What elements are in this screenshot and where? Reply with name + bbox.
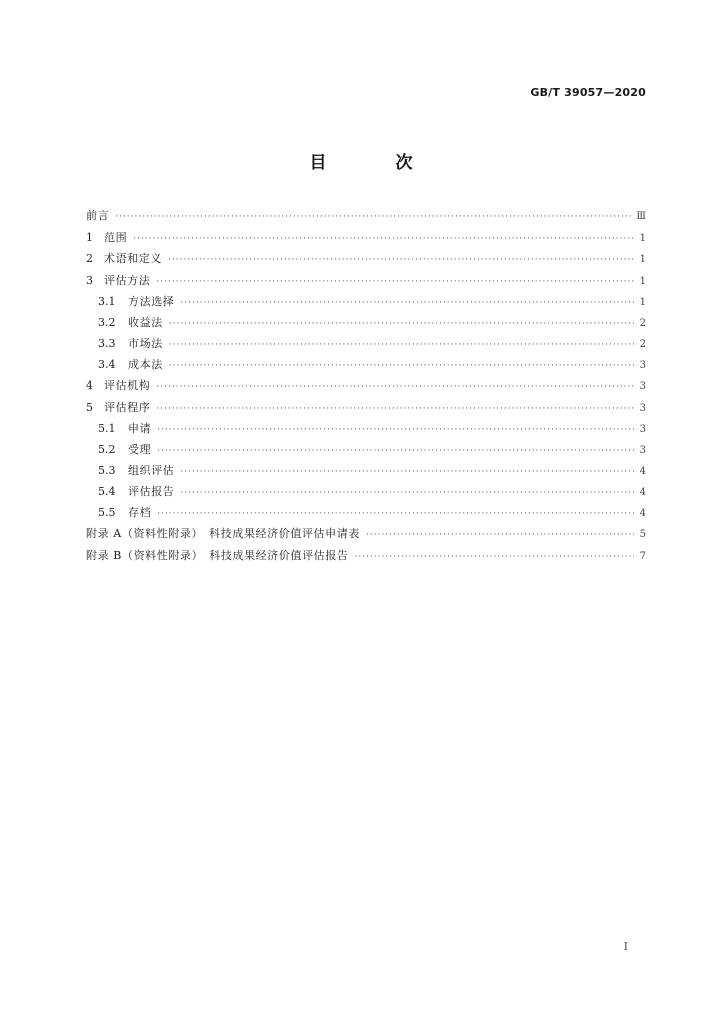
- toc-leader-dots: [366, 525, 634, 546]
- toc-leader-dots: [157, 421, 634, 440]
- toc-entry-page: 7: [639, 550, 646, 562]
- toc-entry-label: 前言: [86, 209, 110, 222]
- toc-entry-number: 5.5: [98, 506, 116, 519]
- toc-entry[interactable]: [86, 249, 646, 271]
- toc-entry-label: 附录 B（资料性附录） 科技成果经济价值评估报告: [86, 548, 349, 562]
- toc-entry-label: 附录 A（资料性附录） 科技成果经济价值评估申请表: [86, 527, 360, 540]
- toc-entry-page: 1: [639, 297, 646, 308]
- toc-entry[interactable]: [86, 228, 646, 250]
- toc-entry-label: 评估方法: [104, 273, 151, 287]
- toc-subentry[interactable]: [86, 313, 646, 334]
- toc-leader-dots: [156, 399, 634, 420]
- toc-entry-label: 方法选择: [128, 295, 175, 308]
- toc-entry-label: 评估程序: [104, 400, 151, 414]
- toc-entry-number: 3: [86, 273, 93, 287]
- toc-entry-number: 2: [86, 252, 93, 265]
- toc-entry-number: 5.1: [98, 422, 116, 435]
- toc-entry-page: 3: [639, 424, 646, 435]
- toc-leader-dots: [169, 357, 634, 376]
- toc-leader-dots: [156, 272, 634, 293]
- toc-leader-dots: [180, 463, 634, 482]
- toc-entry-number: 4: [86, 379, 93, 392]
- toc-subentry[interactable]: [86, 355, 646, 376]
- toc-entry-label: 成本法: [128, 358, 163, 371]
- toc-subentry[interactable]: [86, 503, 646, 524]
- toc-entry-number: 1: [86, 230, 93, 244]
- toc-entry-label: 申请: [128, 422, 152, 435]
- toc-subentry[interactable]: [86, 482, 646, 503]
- toc-entry-number: 5.2: [98, 443, 116, 456]
- toc-subentry[interactable]: [86, 334, 646, 355]
- toc-entry[interactable]: [86, 398, 646, 420]
- toc-entry[interactable]: [86, 376, 646, 398]
- toc-entry-page: 1: [639, 232, 646, 244]
- toc-subentry[interactable]: [86, 292, 646, 313]
- toc-entry-page: 4: [639, 487, 646, 498]
- page-title: 目 次: [309, 153, 439, 173]
- toc-entry-number: 5: [86, 400, 93, 414]
- toc-entry-page: 3: [639, 381, 646, 392]
- toc-entry-page: 3: [639, 445, 646, 456]
- toc-entry-page: 3: [639, 360, 646, 371]
- toc-entry-label: 评估机构: [104, 379, 151, 392]
- toc-entry-label: 受理: [128, 443, 152, 456]
- standard-code: GB/T 39057—2020: [530, 86, 646, 99]
- page-number: I: [623, 940, 628, 953]
- toc-entry-page: 4: [639, 508, 646, 519]
- toc-leader-dots: [115, 207, 632, 228]
- toc-entry-number: 3.2: [98, 316, 116, 329]
- toc-entry-appendix-b[interactable]: [86, 546, 646, 568]
- toc-entry-number: 5.3: [98, 464, 116, 477]
- toc-entry-page: 5: [639, 529, 646, 540]
- toc-leader-dots: [157, 442, 634, 461]
- toc-leader-dots: [157, 505, 634, 524]
- toc-entry[interactable]: [86, 271, 646, 293]
- toc-leader-dots: [169, 315, 634, 334]
- toc-entry-page: 2: [639, 339, 646, 350]
- toc-leader-dots: [169, 336, 634, 355]
- toc-leader-dots: [168, 250, 634, 271]
- toc-entry-appendix-a[interactable]: [86, 524, 646, 546]
- toc-entry-page: 1: [639, 254, 646, 265]
- toc-entry-number: 5.4: [98, 485, 116, 498]
- toc-leader-dots: [156, 377, 634, 398]
- toc-entry-label: 收益法: [128, 316, 163, 329]
- toc-entry-foreword[interactable]: [86, 206, 646, 228]
- toc-entry-page: 1: [639, 275, 646, 287]
- toc-entry-label: 术语和定义: [104, 252, 162, 265]
- toc-entry-label: 范围: [104, 230, 128, 244]
- toc-leader-dots: [354, 547, 634, 568]
- toc-entry-label: 存档: [128, 506, 152, 519]
- toc-subentry[interactable]: [86, 461, 646, 482]
- toc-leader-dots: [133, 229, 634, 250]
- toc-leader-dots: [180, 294, 634, 313]
- toc-entry-number: 3.1: [98, 295, 116, 308]
- toc-entry-page: Ⅲ: [636, 211, 646, 222]
- toc-entry-label: 组织评估: [128, 464, 175, 477]
- toc-entry-label: 市场法: [128, 337, 163, 350]
- toc-subentry[interactable]: [86, 419, 646, 440]
- toc-entry-number: 3.3: [98, 337, 116, 350]
- toc-leader-dots: [180, 484, 634, 503]
- toc-entry-page: 4: [639, 466, 646, 477]
- toc-entry-label: 评估报告: [128, 485, 175, 498]
- toc-entry-number: 3.4: [98, 358, 116, 371]
- toc-subentry[interactable]: [86, 440, 646, 461]
- toc-entry-page: 2: [639, 318, 646, 329]
- toc-entry-page: 3: [639, 402, 646, 414]
- table-of-contents: [86, 206, 646, 567]
